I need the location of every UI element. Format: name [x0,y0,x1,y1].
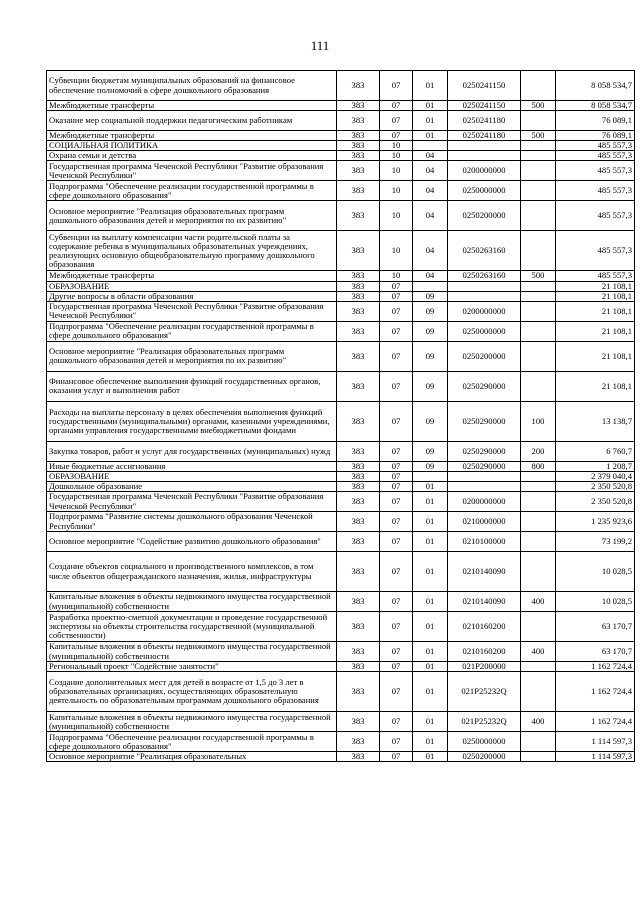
expense-name-cell: Капитальные вложения в объекты недвижимого имущества государственной (муниципальной) собственности [47,592,337,612]
admin-code-cell: 383 [337,151,380,161]
subsection-code-cell [413,141,448,151]
table-row [47,341,635,371]
expense-type-cell: 400 [521,712,556,732]
expense-name-cell: Субвенции на выплату компенсации части родительской платы за содержание ребенка в муниципальных образовательных учреждениях, реализующих основную общеобразовательную программу дошкольного образования [47,231,337,271]
target-article-cell: 0210140090 [448,592,521,612]
amount-cell: 485 557,3 [556,151,635,161]
expense-type-cell [521,281,556,291]
admin-code-cell: 383 [337,301,380,321]
section-code-cell: 07 [380,471,413,481]
target-article-cell: 0210100000 [448,532,521,552]
table-row [47,512,635,532]
amount-cell: 21 108,1 [556,291,635,301]
subsection-code-cell: 01 [413,131,448,141]
admin-code-cell: 383 [337,461,380,471]
section-code-cell: 07 [380,321,413,341]
target-article-cell: 0210160200 [448,612,521,642]
expense-type-cell [521,141,556,151]
section-code-cell: 10 [380,201,413,231]
amount-cell: 1 162 724,4 [556,672,635,712]
subsection-code-cell: 01 [413,101,448,111]
table-row [47,111,635,131]
section-code-cell: 07 [380,441,413,461]
expense-type-cell [521,612,556,642]
table-row [47,371,635,401]
expense-type-cell [521,71,556,101]
subsection-code-cell: 04 [413,201,448,231]
expense-name-cell: ОБРАЗОВАНИЕ [47,281,337,291]
admin-code-cell: 383 [337,612,380,642]
target-article-cell: 0250263160 [448,271,521,281]
table-row [47,301,635,321]
target-article-cell: 0250263160 [448,231,521,271]
table-row [47,712,635,732]
target-article-cell: 0250290000 [448,461,521,471]
amount-cell: 21 108,1 [556,321,635,341]
admin-code-cell: 383 [337,662,380,672]
amount-cell: 1 162 724,4 [556,662,635,672]
expense-type-cell: 400 [521,642,556,662]
expense-type-cell [521,662,556,672]
subsection-code-cell: 09 [413,401,448,441]
section-code-cell: 10 [380,231,413,271]
target-article-cell: 0250241150 [448,71,521,101]
table-row [47,321,635,341]
expense-name-cell: Капитальные вложения в объекты недвижимого имущества государственной (муниципальной) собственности [47,642,337,662]
table-row [47,141,635,151]
amount-cell: 485 557,3 [556,231,635,271]
expense-type-cell [521,111,556,131]
target-article-cell: 0250290000 [448,401,521,441]
expense-name-cell: Основное мероприятие "Реализация образовательных программ дошкольного образования детей и мероприятия по их развитию" [47,341,337,371]
amount-cell: 21 108,1 [556,371,635,401]
expense-type-cell [521,672,556,712]
expense-name-cell: Межбюджетные трансферты [47,101,337,111]
amount-cell: 485 557,3 [556,161,635,181]
expense-type-cell [521,532,556,552]
expense-name-cell: Подпрограмма "Развитие системы дошкольного образования Чеченской Республики" [47,512,337,532]
subsection-code-cell: 01 [413,532,448,552]
section-code-cell: 07 [380,131,413,141]
target-article-cell: 0250290000 [448,371,521,401]
section-code-cell: 07 [380,371,413,401]
expense-type-cell [521,481,556,491]
target-article-cell: 0210140090 [448,552,521,592]
budget-table-body [47,71,635,762]
target-article-cell: 0200000000 [448,301,521,321]
section-code-cell: 07 [380,612,413,642]
expense-type-cell [521,732,556,752]
table-row [47,461,635,471]
expense-name-cell: Подпрограмма "Обеспечение реализации государственной программы в сфере дошкольного образования" [47,321,337,341]
admin-code-cell: 383 [337,321,380,341]
subsection-code-cell: 01 [413,612,448,642]
expense-name-cell: ОБРАЗОВАНИЕ [47,471,337,481]
subsection-code-cell: 09 [413,321,448,341]
section-code-cell: 07 [380,512,413,532]
table-row [47,161,635,181]
expense-type-cell [521,291,556,301]
target-article-cell [448,281,521,291]
expense-type-cell [521,552,556,592]
table-row [47,271,635,281]
section-code-cell: 07 [380,461,413,471]
admin-code-cell: 383 [337,111,380,131]
subsection-code-cell: 01 [413,642,448,662]
admin-code-cell: 383 [337,271,380,281]
subsection-code-cell: 09 [413,461,448,471]
table-row [47,231,635,271]
target-article-cell [448,151,521,161]
subsection-code-cell: 01 [413,672,448,712]
subsection-code-cell: 01 [413,752,448,762]
expense-type-cell: 100 [521,401,556,441]
amount-cell: 63 170,7 [556,642,635,662]
expense-type-cell [521,181,556,201]
expense-type-cell [521,371,556,401]
expense-type-cell [521,231,556,271]
table-row [47,181,635,201]
admin-code-cell: 383 [337,181,380,201]
table-row [47,612,635,642]
subsection-code-cell [413,471,448,481]
admin-code-cell: 383 [337,712,380,732]
expense-name-cell: Государственная программа Чеченской Республики "Развитие образования Чеченской Республики" [47,161,337,181]
expense-name-cell: Разработка проектно-сметной документации и проведение государственной экспертизы на объекты строительства государственной (муниципальной собственности) [47,612,337,642]
expense-name-cell: Другие вопросы в области образования [47,291,337,301]
budget-table [46,70,635,762]
target-article-cell: 0250200000 [448,341,521,371]
table-row [47,552,635,592]
amount-cell: 63 170,7 [556,612,635,642]
section-code-cell: 07 [380,552,413,592]
table-row [47,492,635,512]
table-row [47,441,635,461]
section-code-cell: 07 [380,341,413,371]
section-code-cell: 07 [380,492,413,512]
admin-code-cell: 383 [337,401,380,441]
table-row [47,71,635,101]
admin-code-cell: 383 [337,141,380,151]
table-row [47,662,635,672]
admin-code-cell: 383 [337,101,380,111]
section-code-cell: 07 [380,712,413,732]
expense-name-cell: Межбюджетные трансферты [47,271,337,281]
expense-name-cell: Государственная программа Чеченской Республики "Развитие образования Чеченской Республики" [47,492,337,512]
section-code-cell: 10 [380,151,413,161]
admin-code-cell: 383 [337,201,380,231]
target-article-cell [448,291,521,301]
amount-cell: 76 089,1 [556,111,635,131]
subsection-code-cell: 01 [413,492,448,512]
amount-cell: 1 235 923,6 [556,512,635,532]
page-number: 111 [310,38,330,53]
table-row [47,672,635,712]
admin-code-cell: 383 [337,131,380,141]
admin-code-cell: 383 [337,732,380,752]
table-row [47,481,635,491]
admin-code-cell: 383 [337,71,380,101]
admin-code-cell: 383 [337,532,380,552]
admin-code-cell: 383 [337,371,380,401]
subsection-code-cell: 04 [413,161,448,181]
section-code-cell: 07 [380,291,413,301]
section-code-cell: 07 [380,481,413,491]
expense-type-cell [521,341,556,371]
admin-code-cell: 383 [337,492,380,512]
target-article-cell: 021P25232Q [448,672,521,712]
expense-type-cell [521,471,556,481]
expense-name-cell: Субвенции бюджетам муниципальных образований на финансовое обеспечение полномочий в сфере дошкольного образования [47,71,337,101]
expense-type-cell [521,321,556,341]
expense-name-cell: Подпрограмма "Обеспечение реализации государственной программы в сфере дошкольного образования" [47,732,337,752]
target-article-cell: 0250000000 [448,732,521,752]
expense-type-cell [521,512,556,532]
amount-cell: 485 557,3 [556,271,635,281]
amount-cell: 485 557,3 [556,201,635,231]
expense-name-cell: Межбюджетные трансферты [47,131,337,141]
subsection-code-cell: 09 [413,341,448,371]
subsection-code-cell: 01 [413,662,448,672]
expense-name-cell: Оказание мер социальной поддержки педагогическим работникам [47,111,337,131]
amount-cell: 13 138,7 [556,401,635,441]
subsection-code-cell: 01 [413,481,448,491]
amount-cell: 485 557,3 [556,181,635,201]
target-article-cell: 0250241150 [448,101,521,111]
section-code-cell: 07 [380,281,413,291]
expense-name-cell: Иные бюджетные ассигнования [47,461,337,471]
table-row [47,532,635,552]
subsection-code-cell: 01 [413,552,448,592]
amount-cell: 1 114 597,3 [556,732,635,752]
amount-cell: 6 760,7 [556,441,635,461]
amount-cell: 10 028,5 [556,552,635,592]
table-row [47,101,635,111]
expense-name-cell: Региональный проект "Содействие занятости" [47,662,337,672]
expense-type-cell [521,492,556,512]
amount-cell: 8 058 534,7 [556,71,635,101]
subsection-code-cell: 04 [413,181,448,201]
expense-type-cell [521,301,556,321]
admin-code-cell: 383 [337,161,380,181]
target-article-cell: 021P200000 [448,662,521,672]
subsection-code-cell: 01 [413,111,448,131]
expense-name-cell: Государственная программа Чеченской Республики "Развитие образования Чеченской Республики" [47,301,337,321]
expense-type-cell [521,201,556,231]
expense-type-cell: 400 [521,592,556,612]
subsection-code-cell [413,281,448,291]
expense-name-cell: Расходы на выплаты персоналу в целях обеспечения выполнения функций государственными (муниципальными) органами, казенными учреждениями, органами управления государственными внебюджетными фондами [47,401,337,441]
target-article-cell: 0250200000 [448,201,521,231]
expense-type-cell: 500 [521,271,556,281]
target-article-cell [448,471,521,481]
target-article-cell: 0200000000 [448,492,521,512]
table-row [47,471,635,481]
section-code-cell: 07 [380,532,413,552]
target-article-cell [448,481,521,491]
admin-code-cell: 383 [337,752,380,762]
expense-name-cell: Капитальные вложения в объекты недвижимого имущества государственной (муниципальной) собственности [47,712,337,732]
target-article-cell [448,141,521,151]
admin-code-cell: 383 [337,672,380,712]
subsection-code-cell: 04 [413,231,448,271]
admin-code-cell: 383 [337,592,380,612]
subsection-code-cell: 01 [413,71,448,101]
expense-type-cell: 200 [521,441,556,461]
admin-code-cell: 383 [337,281,380,291]
section-code-cell: 07 [380,401,413,441]
target-article-cell: 0200000000 [448,161,521,181]
target-article-cell: 0250000000 [448,181,521,201]
admin-code-cell: 383 [337,341,380,371]
admin-code-cell: 383 [337,552,380,592]
subsection-code-cell: 09 [413,371,448,401]
section-code-cell: 07 [380,752,413,762]
section-code-cell: 10 [380,141,413,151]
section-code-cell: 07 [380,301,413,321]
table-row [47,281,635,291]
subsection-code-cell: 09 [413,301,448,321]
table-row [47,592,635,612]
expense-type-cell: 500 [521,101,556,111]
expense-name-cell: Охрана семьи и детства [47,151,337,161]
target-article-cell: 0250290000 [448,441,521,461]
subsection-code-cell: 01 [413,592,448,612]
section-code-cell: 07 [380,592,413,612]
expense-type-cell [521,151,556,161]
section-code-cell: 07 [380,71,413,101]
expense-name-cell: Создание объектов социального и производственного комплексов, в том числе объектов общегражданского назначения, жилья, инфраструктуры [47,552,337,592]
subsection-code-cell: 01 [413,732,448,752]
table-row [47,201,635,231]
subsection-code-cell: 01 [413,512,448,532]
table-row [47,732,635,752]
amount-cell: 73 199,2 [556,532,635,552]
target-article-cell: 0250241180 [448,131,521,141]
amount-cell: 2 350 520,8 [556,492,635,512]
expense-name-cell: Подпрограмма "Обеспечение реализации государственной программы в сфере дошкольного образования" [47,181,337,201]
section-code-cell: 07 [380,111,413,131]
admin-code-cell: 383 [337,231,380,271]
amount-cell: 21 108,1 [556,341,635,371]
target-article-cell: 021P25232Q [448,712,521,732]
section-code-cell: 10 [380,181,413,201]
admin-code-cell: 383 [337,441,380,461]
table-row [47,401,635,441]
section-code-cell: 07 [380,642,413,662]
section-code-cell: 10 [380,271,413,281]
expense-type-cell: 800 [521,461,556,471]
expense-name-cell: СОЦИАЛЬНАЯ ПОЛИТИКА [47,141,337,151]
admin-code-cell: 383 [337,481,380,491]
expense-type-cell: 500 [521,131,556,141]
expense-name-cell: Основное мероприятие "Реализация образовательных программ дошкольного образования детей и мероприятия по их развитию" [47,201,337,231]
expense-name-cell: Основное мероприятие "Содействие развитию дошкольного образования" [47,532,337,552]
subsection-code-cell: 04 [413,151,448,161]
amount-cell: 21 108,1 [556,281,635,291]
section-code-cell: 07 [380,672,413,712]
target-article-cell: 0250000000 [448,321,521,341]
amount-cell: 1 162 724,4 [556,712,635,732]
admin-code-cell: 383 [337,291,380,301]
admin-code-cell: 383 [337,471,380,481]
amount-cell: 2 350 520,8 [556,481,635,491]
table-row [47,131,635,141]
target-article-cell: 0250200000 [448,752,521,762]
amount-cell: 21 108,1 [556,301,635,321]
target-article-cell: 0250241180 [448,111,521,131]
admin-code-cell: 383 [337,512,380,532]
target-article-cell: 0210160200 [448,642,521,662]
table-row [47,151,635,161]
expense-name-cell: Финансовое обеспечение выполнения функций государственных органов, оказания услуг и выполнения работ [47,371,337,401]
subsection-code-cell: 09 [413,291,448,301]
subsection-code-cell: 01 [413,712,448,732]
section-code-cell: 10 [380,161,413,181]
expense-type-cell [521,161,556,181]
amount-cell: 10 028,5 [556,592,635,612]
amount-cell: 2 379 040,4 [556,471,635,481]
section-code-cell: 07 [380,101,413,111]
subsection-code-cell: 04 [413,271,448,281]
expense-name-cell: Основное мероприятие "Реализация образовательных [47,752,337,762]
table-row [47,291,635,301]
amount-cell: 1 114 597,3 [556,752,635,762]
target-article-cell: 0210000000 [448,512,521,532]
table-row [47,752,635,762]
admin-code-cell: 383 [337,642,380,662]
subsection-code-cell: 09 [413,441,448,461]
amount-cell: 8 058 534,7 [556,101,635,111]
expense-type-cell [521,752,556,762]
amount-cell: 76 089,1 [556,131,635,141]
expense-name-cell: Закупка товаров, работ и услуг для государственных (муниципальных) нужд [47,441,337,461]
section-code-cell: 07 [380,662,413,672]
amount-cell: 485 557,3 [556,141,635,151]
table-row [47,642,635,662]
expense-name-cell: Создание дополнительных мест для детей в возрасте от 1,5 до 3 лет в образовательных организациях, осуществляющих образовательную деятельность по образовательным программам дошкольного образования [47,672,337,712]
amount-cell: 1 208,7 [556,461,635,471]
section-code-cell: 07 [380,732,413,752]
expense-name-cell: Дошкольное образование [47,481,337,491]
